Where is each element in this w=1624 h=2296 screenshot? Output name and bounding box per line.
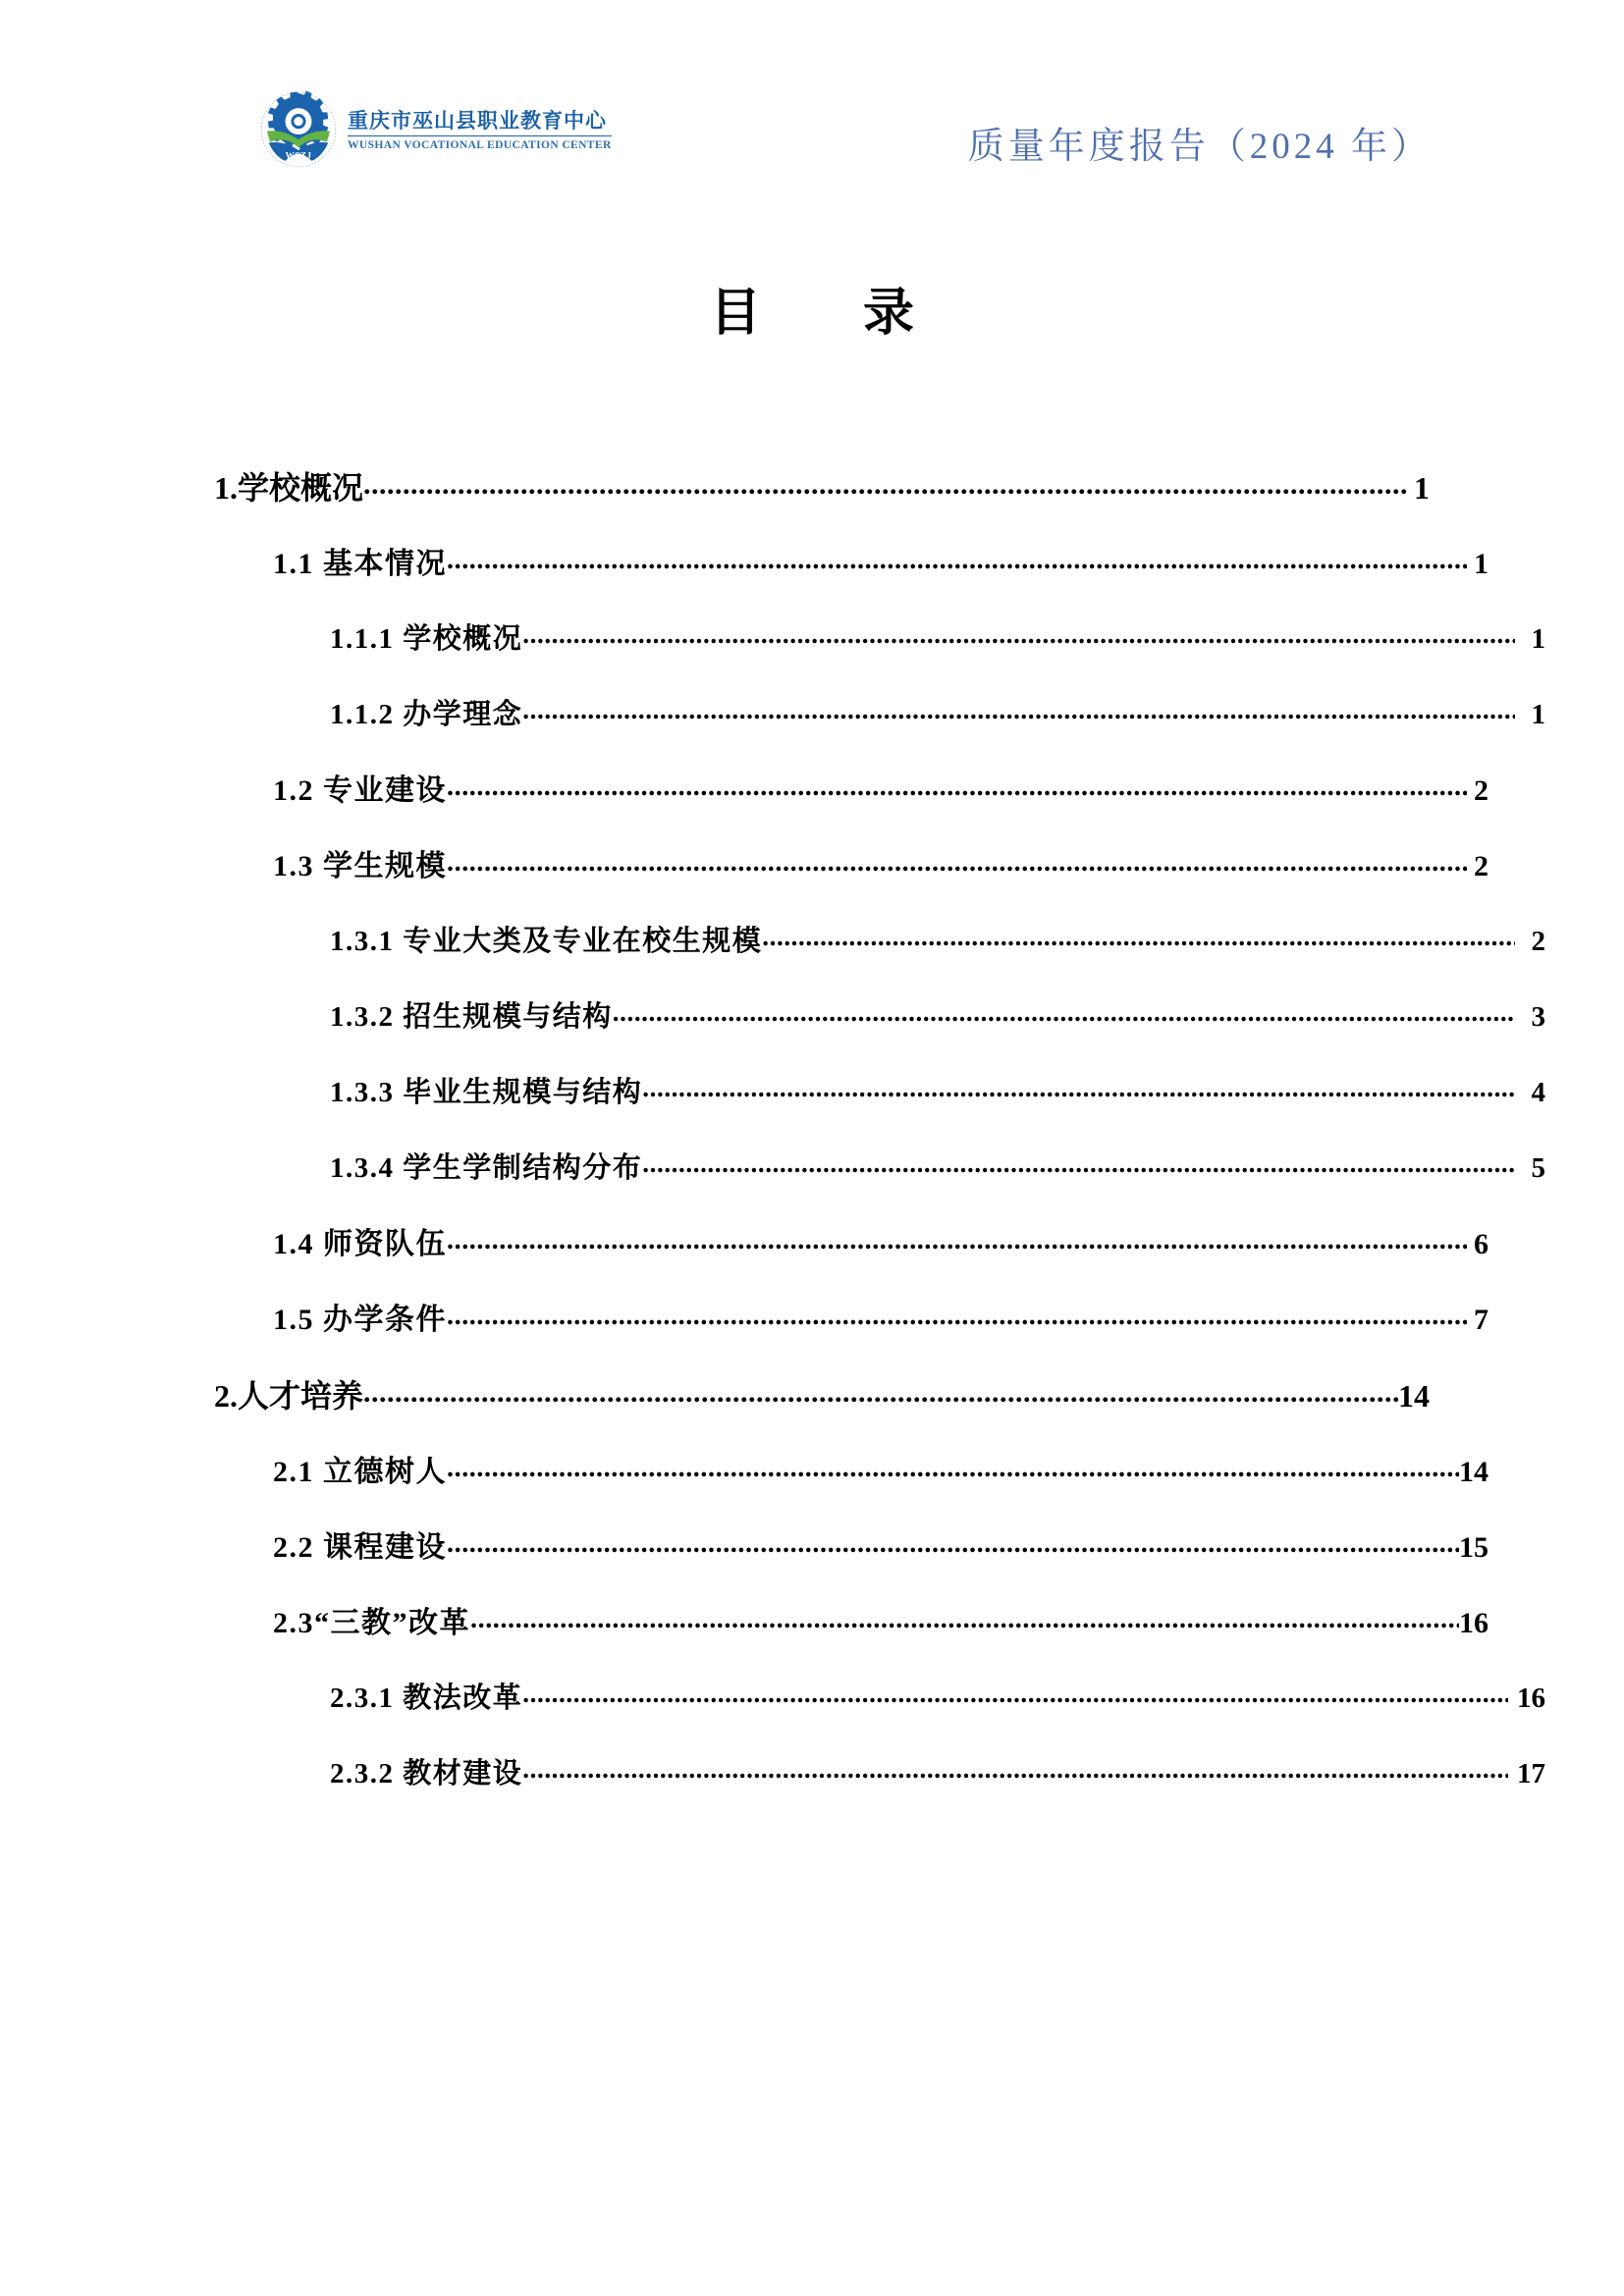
toc-entry-page: 2	[1474, 774, 1489, 807]
toc-entry[interactable]	[273, 526, 1489, 602]
toc-entry[interactable]	[273, 1585, 1489, 1661]
toc-entry-page: 1	[1531, 623, 1545, 655]
toc-entry-page: 16	[1517, 1682, 1545, 1714]
school-logo	[257, 88, 612, 171]
toc-entry-page: 7	[1474, 1304, 1489, 1336]
toc-entry[interactable]	[273, 1282, 1489, 1358]
toc-leader-dots	[363, 1353, 1398, 1431]
toc-entry[interactable]	[214, 1358, 1430, 1434]
toc-entry-page: 17	[1517, 1758, 1545, 1789]
svg-text:WSZJ: WSZJ	[285, 150, 312, 161]
toc-leader-dots	[447, 521, 1467, 598]
toc-leader-dots	[642, 1126, 1515, 1201]
toc-entry[interactable]	[330, 1661, 1545, 1736]
page-header	[0, 77, 1624, 194]
toc-entry-label: 1.1 基本情况	[273, 548, 447, 580]
school-name-en: WUSHAN VOCATIONAL EDUCATION CENTER	[348, 138, 612, 151]
toc-entry-label: 1.学校概况	[214, 470, 364, 506]
toc-leader-dots	[522, 672, 1515, 748]
toc-entry-label: 2.1 立德树人	[273, 1456, 447, 1488]
toc-entry-label: 2.人才培养	[214, 1378, 364, 1414]
toc-leader-dots	[522, 597, 1515, 672]
toc-entry-page: 5	[1531, 1152, 1545, 1184]
toc-entry-label: 1.1.1 学校概况	[330, 623, 523, 655]
toc-entry-page: 1	[1474, 548, 1489, 580]
toc-entry-page: 16	[1459, 1607, 1489, 1639]
toc-entry-page: 4	[1531, 1077, 1545, 1108]
toc-entry[interactable]	[330, 602, 1545, 677]
toc-leader-dots	[447, 1505, 1459, 1581]
toc-entry-label: 2.2 课程建设	[273, 1531, 447, 1564]
toc-entry-page: 3	[1531, 1001, 1545, 1033]
toc-leader-dots	[447, 1201, 1467, 1278]
toc-leader-dots	[447, 1277, 1467, 1354]
toc-leader-dots	[447, 748, 1467, 825]
toc-entry-label: 1.2 专业建设	[273, 774, 447, 807]
toc-entry-page: 1	[1414, 470, 1430, 506]
toc-entry-page: 15	[1459, 1531, 1489, 1564]
toc-entry-label: 1.3.2 招生规模与结构	[330, 1001, 613, 1033]
toc-entry-label: 1.5 办学条件	[273, 1304, 447, 1336]
toc-leader-dots	[762, 899, 1515, 975]
toc-entry-label: 2.3.2 教材建设	[330, 1758, 523, 1789]
toc-leader-dots	[613, 975, 1515, 1050]
toc-entry[interactable]	[330, 1055, 1545, 1131]
table-of-contents	[214, 450, 1545, 1812]
toc-entry[interactable]	[273, 1206, 1489, 1282]
toc-entry-label: 1.3.3 毕业生规模与结构	[330, 1077, 643, 1108]
toc-leader-dots	[363, 445, 1408, 523]
toc-entry[interactable]	[330, 1131, 1545, 1206]
toc-entry-page: 2	[1474, 850, 1489, 882]
toc-entry-label: 2.3.1 教法改革	[330, 1682, 523, 1714]
toc-entry[interactable]	[330, 1736, 1545, 1812]
toc-entry-page: 14	[1459, 1456, 1489, 1488]
toc-entry-label: 1.3.1 专业大类及专业在校生规模	[330, 926, 763, 957]
toc-leader-dots	[447, 824, 1467, 900]
toc-entry[interactable]	[330, 677, 1545, 753]
toc-entry[interactable]	[273, 1510, 1489, 1585]
toc-entry[interactable]	[214, 450, 1430, 526]
school-name-cn: 重庆市巫山县职业教育中心	[348, 110, 612, 135]
toc-leader-dots	[642, 1050, 1515, 1126]
toc-entry[interactable]	[273, 828, 1489, 904]
toc-entry-page: 14	[1398, 1378, 1430, 1414]
toc-entry-label: 1.3 学生规模	[273, 850, 447, 882]
toc-entry-label: 2.3“三教”改革	[273, 1607, 470, 1639]
toc-entry[interactable]	[273, 753, 1489, 828]
report-title: 质量年度报告（2024 年）	[967, 127, 1432, 167]
toc-entry-label: 1.1.2 办学理念	[330, 699, 523, 730]
toc-leader-dots	[470, 1580, 1459, 1657]
toc-entry[interactable]	[273, 1434, 1489, 1510]
toc-entry[interactable]	[330, 980, 1545, 1055]
toc-leader-dots	[447, 1429, 1459, 1506]
page-title: 目 录	[709, 286, 940, 342]
school-logo-text	[348, 106, 612, 152]
toc-entry-page: 2	[1531, 926, 1545, 957]
toc-leader-dots	[522, 1732, 1508, 1807]
toc-entry-page: 6	[1474, 1228, 1489, 1260]
toc-entry[interactable]	[330, 904, 1545, 980]
toc-leader-dots	[522, 1656, 1508, 1732]
toc-entry-label: 1.3.4 学生学制结构分布	[330, 1152, 643, 1184]
toc-entry-page: 1	[1531, 699, 1545, 730]
school-emblem-icon	[257, 88, 340, 171]
toc-entry-label: 1.4 师资队伍	[273, 1228, 447, 1260]
